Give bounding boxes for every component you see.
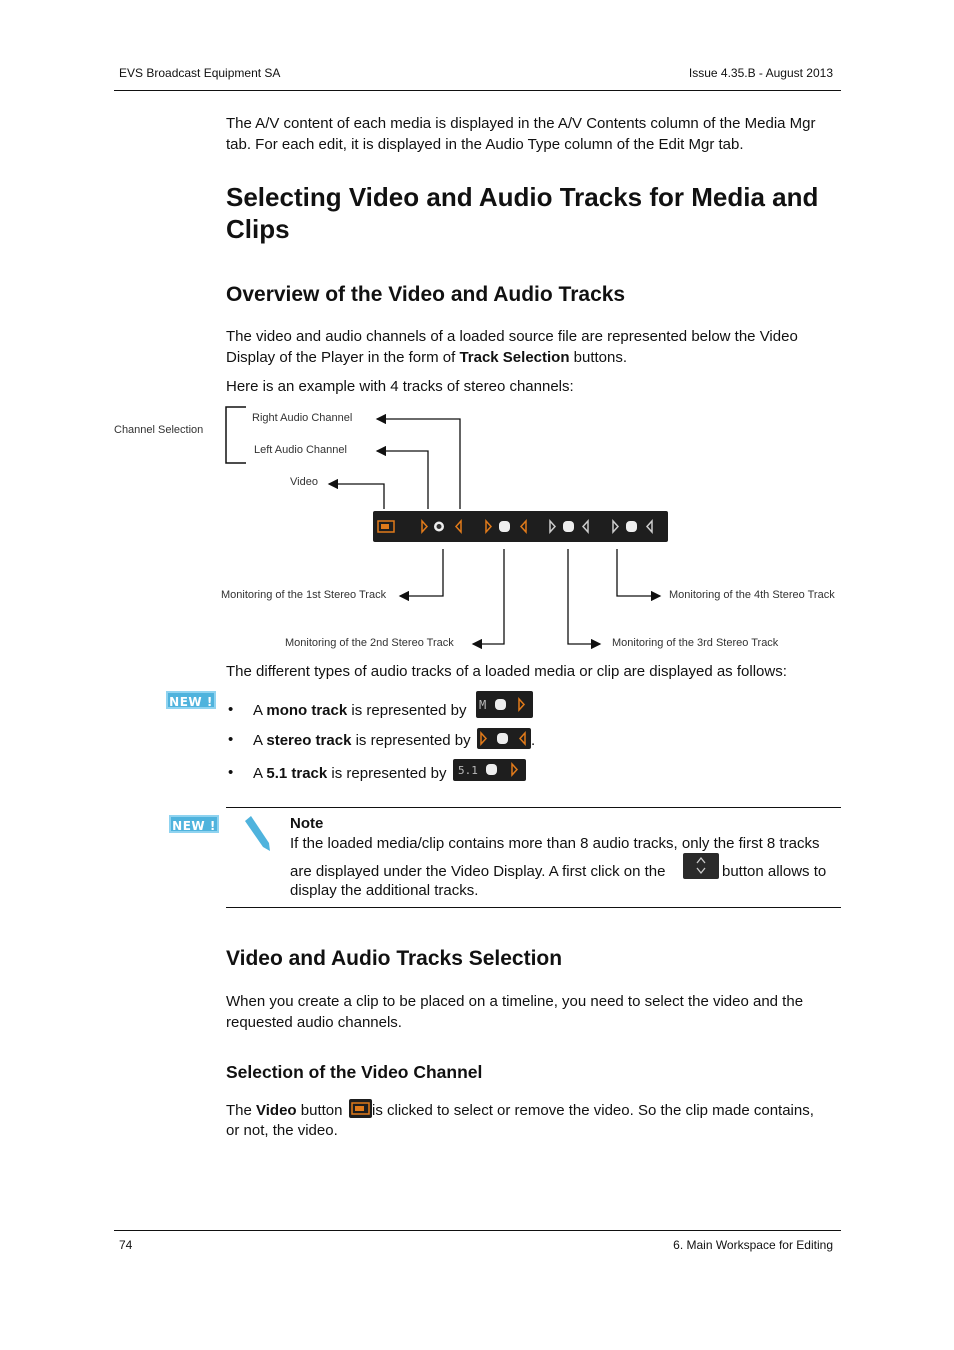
header-rule: [114, 90, 841, 91]
stereo-track-icon-graphic: [477, 728, 531, 749]
note-bottom-rule: [226, 907, 841, 908]
selection-heading: Video and Audio Tracks Selection: [226, 947, 563, 970]
left-audio-channel-label: Left Audio Channel: [254, 444, 347, 456]
note-line-2-pre: are displayed under the Video Display. A first click on the: [290, 863, 666, 880]
five-one-track-item: [253, 763, 446, 784]
pencil-icon-graphic: [241, 813, 273, 853]
selection-line-2: requested audio channels.: [226, 1014, 402, 1031]
five-one-track-icon-graphic: [453, 759, 526, 781]
channel-selection-label: Channel Selection: [114, 424, 204, 436]
stereo-end-period: .: [531, 732, 536, 749]
track-selection-term: Track Selection: [459, 349, 570, 366]
note-line-1: If the loaded media/clip contains more than 8 audio tracks, only the first 8 tracks: [290, 835, 820, 852]
stereo-track-term: stereo track: [266, 732, 352, 749]
header-right: Issue 4.35.B - August 2013: [688, 66, 833, 80]
video-button-paragraph: [226, 1100, 342, 1121]
five-pre: A: [253, 765, 267, 782]
pencil-icon: [241, 813, 273, 858]
video-line-2: or not, the video.: [226, 1122, 338, 1139]
video-term: Video: [256, 1102, 297, 1119]
overview-line-2: [226, 347, 846, 368]
video-camera-icon: [349, 1099, 372, 1118]
intro-line-2: tab. For each edit, it is displayed in the Audio Type column of the Edit Mgr tab.: [226, 136, 744, 153]
mono-post: is represented by: [347, 702, 467, 719]
footer-page-number: 74: [119, 1238, 133, 1252]
video-pre: The: [226, 1102, 257, 1119]
overview-heading: Overview of the Video and Audio Tracks: [226, 283, 626, 306]
monitoring-2nd-label: Monitoring of the 2nd Stereo Track: [285, 637, 454, 649]
video-channel-subheading: Selection of the Video Channel: [226, 1062, 483, 1082]
monitoring-3rd-label: Monitoring of the 3rd Stereo Track: [612, 637, 779, 649]
mono-track-item: [253, 700, 466, 721]
mono-pre: A: [253, 702, 267, 719]
bullet-5-1: •: [228, 764, 234, 781]
video-button-icon: [349, 1099, 372, 1118]
video-mid: button: [296, 1102, 343, 1119]
bullet-stereo: •: [228, 731, 234, 748]
new-badge: NEW !: [166, 691, 216, 709]
bullet-mono: •: [228, 701, 234, 718]
mono-track-icon-graphic: [476, 691, 533, 718]
header-left: EVS Broadcast Equipment SA: [119, 66, 281, 80]
track-selection-bar: [373, 511, 668, 542]
stereo-post: is represented by: [351, 732, 471, 749]
stereo-track-icon: [477, 728, 531, 749]
overview-example-text: Here is an example with 4 tracks of stereo channels:: [226, 378, 574, 395]
track-types-intro: The different types of audio tracks of a loaded media or clip are displayed as follows:: [226, 663, 787, 680]
stereo-track-item: [253, 730, 471, 751]
monitoring-4th-label: Monitoring of the 4th Stereo Track: [669, 589, 835, 601]
footer-rule: [114, 1230, 841, 1231]
page-title: [226, 181, 846, 245]
note-line-2-post: button allows to: [722, 863, 827, 880]
monitoring-1st-label: Monitoring of the 1st Stereo Track: [221, 589, 387, 601]
note-line-3: display the additional tracks.: [290, 882, 479, 899]
right-audio-channel-label: Right Audio Channel: [252, 412, 353, 424]
intro-line-1: The A/V content of each media is displayed in the A/V Contents column of the Media Mgr: [226, 115, 816, 132]
page-title-line-1: Selecting Video and Audio Tracks for Media and: [226, 182, 819, 212]
expand-tracks-button-icon: [683, 853, 719, 879]
chevron-up-down-icon: [683, 853, 719, 879]
video-post: is clicked to select or remove the video. So the clip made contains,: [372, 1102, 814, 1119]
note-title-text: Note: [290, 815, 324, 832]
selection-paragraph: [226, 991, 846, 1033]
mono-track-icon: [476, 691, 533, 718]
track-selection-bar-graphic: [373, 511, 668, 542]
selection-line-1: When you create a clip to be placed on a timeline, you need to select the video and the: [226, 993, 804, 1010]
overview-line-2-post: buttons.: [569, 349, 628, 366]
overview-line-2-pre: Display of the Player in the form of: [226, 349, 460, 366]
intro-paragraph: [226, 113, 846, 155]
overview-paragraph: [226, 326, 846, 368]
track-diagram: [0, 400, 954, 660]
mono-track-term: mono track: [266, 702, 348, 719]
five-one-icon-label: 5.1: [458, 764, 478, 777]
page-title-line-2: Clips: [226, 214, 290, 244]
video-label: Video: [290, 476, 318, 488]
stereo-pre: A: [253, 732, 267, 749]
note-title: [290, 813, 323, 834]
footer-section: 6. Main Workspace for Editing: [673, 1238, 833, 1252]
five-post: is represented by: [327, 765, 447, 782]
five-one-track-term: 5.1 track: [266, 765, 328, 782]
note-top-rule: [226, 807, 841, 808]
note-new-badge: NEW !: [169, 815, 219, 833]
mono-icon-letter: M: [479, 698, 487, 712]
five-one-track-icon: [453, 759, 526, 781]
overview-line-1: The video and audio channels of a loaded source file are represented below the Video: [226, 328, 798, 345]
